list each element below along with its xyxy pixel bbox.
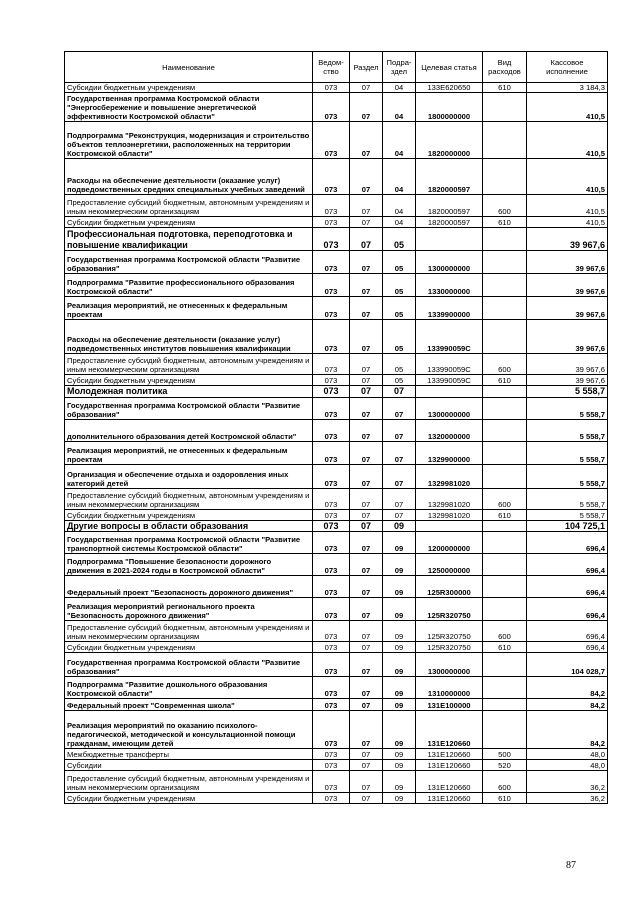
cell-razdel: 07 (350, 464, 383, 488)
cell-target-article: 1329981020 (416, 509, 483, 520)
cell-podrazdel: 07 (383, 386, 416, 398)
cell-podrazdel: 09 (383, 621, 416, 642)
cell-name: Реализация мероприятий, не отнесенных к федеральным проектам (65, 297, 313, 320)
cell-podrazdel: 09 (383, 642, 416, 653)
cell-expense-type (483, 93, 527, 122)
cell-cash-execution: 3 184,3 (527, 83, 608, 93)
cell-name: Расходы на обеспечение деятельности (оказание услуг) подведомственных средних специальных учебных заведений (65, 159, 313, 195)
table-row (65, 251, 608, 274)
cell-expense-type: 600 (483, 621, 527, 642)
cell-razdel: 07 (350, 749, 383, 760)
cell-razdel: 07 (350, 228, 383, 251)
cell-razdel: 07 (350, 320, 383, 354)
table-row (65, 771, 608, 793)
cell-target-article: 1320000000 (416, 419, 483, 441)
cell-razdel: 07 (350, 386, 383, 398)
cell-expense-type (483, 122, 527, 159)
cell-cash-execution: 410,5 (527, 122, 608, 159)
cell-vedomstvo: 073 (313, 554, 350, 576)
cell-vedomstvo: 073 (313, 251, 350, 274)
col-header-target-article: Целевая статья (416, 52, 483, 83)
cell-name: Организация и обеспечение отдыха и оздоровления иных категорий детей (65, 464, 313, 488)
cell-cash-execution: 410,5 (527, 159, 608, 195)
col-header-razdel: Раздел (350, 52, 383, 83)
col-header-expense-type: Вид расходов (483, 52, 527, 83)
cell-expense-type (483, 598, 527, 621)
cell-name: Межбюджетные трансферты (65, 749, 313, 760)
cell-vedomstvo: 073 (313, 375, 350, 386)
cell-cash-execution: 39 967,6 (527, 274, 608, 297)
cell-podrazdel: 07 (383, 488, 416, 509)
table-row (65, 554, 608, 576)
cell-razdel: 07 (350, 677, 383, 699)
cell-cash-execution: 39 967,6 (527, 297, 608, 320)
cell-name: Государственная программа Костромской области "Развитие образования" (65, 251, 313, 274)
cell-name: Подпрограмма "Повышение безопасности дорожного движения в 2021-2024 годы в Костромской области" (65, 554, 313, 576)
cell-expense-type: 600 (483, 488, 527, 509)
cell-expense-type: 610 (483, 83, 527, 93)
cell-target-article: 133E620650 (416, 83, 483, 93)
table-row (65, 793, 608, 804)
cell-target-article: 1330000000 (416, 274, 483, 297)
cell-podrazdel: 09 (383, 520, 416, 532)
table-row (65, 598, 608, 621)
cell-target-article: 131E120660 (416, 749, 483, 760)
cell-vedomstvo: 073 (313, 771, 350, 793)
cell-target-article: 1200000000 (416, 532, 483, 554)
cell-podrazdel: 07 (383, 419, 416, 441)
cell-target-article: 133990059С (416, 375, 483, 386)
cell-cash-execution: 84,2 (527, 677, 608, 699)
cell-cash-execution: 5 558,7 (527, 441, 608, 464)
cell-expense-type: 500 (483, 749, 527, 760)
table-row (65, 195, 608, 217)
table-row (65, 274, 608, 297)
cell-target-article: 1820000000 (416, 122, 483, 159)
budget-table-sheet (64, 51, 607, 804)
cell-name: Предоставление субсидий бюджетным, автономным учреждениям и иным некоммерческим организациям (65, 771, 313, 793)
cell-vedomstvo: 073 (313, 749, 350, 760)
cell-razdel: 07 (350, 375, 383, 386)
cell-expense-type (483, 297, 527, 320)
cell-target-article: 1329900000 (416, 441, 483, 464)
cell-razdel: 07 (350, 793, 383, 804)
cell-vedomstvo: 073 (313, 320, 350, 354)
cell-name: Субсидии бюджетным учреждениям (65, 375, 313, 386)
cell-cash-execution: 48,0 (527, 749, 608, 760)
cell-name: Государственная программа Костромской области "Развитие образования" (65, 653, 313, 677)
cell-podrazdel: 09 (383, 749, 416, 760)
cell-cash-execution: 39 967,6 (527, 228, 608, 251)
cell-razdel: 07 (350, 760, 383, 771)
cell-expense-type (483, 677, 527, 699)
cell-name: Субсидии бюджетным учреждениям (65, 793, 313, 804)
cell-razdel: 07 (350, 653, 383, 677)
cell-razdel: 07 (350, 217, 383, 228)
cell-target-article: 125R320750 (416, 621, 483, 642)
cell-expense-type: 610 (483, 642, 527, 653)
cell-target-article: 1300000000 (416, 653, 483, 677)
cell-podrazdel: 07 (383, 397, 416, 419)
cell-name: Подпрограмма "Развитие профессионального образования Костромской области" (65, 274, 313, 297)
cell-target-article: 131E120660 (416, 771, 483, 793)
cell-name: Субсидии бюджетным учреждениям (65, 642, 313, 653)
cell-expense-type (483, 576, 527, 598)
cell-podrazdel: 05 (383, 297, 416, 320)
cell-vedomstvo: 073 (313, 711, 350, 749)
table-row (65, 297, 608, 320)
cell-vedomstvo: 073 (313, 598, 350, 621)
cell-podrazdel: 05 (383, 354, 416, 375)
cell-razdel: 07 (350, 354, 383, 375)
cell-vedomstvo: 073 (313, 464, 350, 488)
table-row (65, 749, 608, 760)
cell-vedomstvo: 073 (313, 83, 350, 93)
cell-expense-type: 610 (483, 375, 527, 386)
cell-expense-type (483, 419, 527, 441)
cell-target-article (416, 520, 483, 532)
cell-expense-type (483, 699, 527, 711)
cell-vedomstvo: 073 (313, 576, 350, 598)
cell-cash-execution: 410,5 (527, 93, 608, 122)
cell-cash-execution: 84,2 (527, 711, 608, 749)
table-row (65, 642, 608, 653)
table-row (65, 397, 608, 419)
table-row (65, 760, 608, 771)
table-row (65, 653, 608, 677)
cell-razdel: 07 (350, 419, 383, 441)
cell-podrazdel: 05 (383, 251, 416, 274)
cell-target-article: 125R320750 (416, 598, 483, 621)
cell-vedomstvo: 073 (313, 653, 350, 677)
cell-expense-type (483, 554, 527, 576)
cell-target-article: 133990059С (416, 354, 483, 375)
table-row (65, 354, 608, 375)
cell-cash-execution: 104 028,7 (527, 653, 608, 677)
cell-cash-execution: 696,4 (527, 598, 608, 621)
cell-expense-type (483, 159, 527, 195)
cell-name: Субсидии бюджетным учреждениям (65, 217, 313, 228)
cell-expense-type (483, 386, 527, 398)
cell-podrazdel: 09 (383, 576, 416, 598)
table-row (65, 122, 608, 159)
cell-expense-type (483, 228, 527, 251)
cell-target-article: 1800000000 (416, 93, 483, 122)
cell-vedomstvo: 073 (313, 793, 350, 804)
cell-target-article (416, 386, 483, 398)
cell-name: Молодежная политика (65, 386, 313, 398)
cell-razdel: 07 (350, 93, 383, 122)
cell-podrazdel: 09 (383, 598, 416, 621)
cell-vedomstvo: 073 (313, 195, 350, 217)
cell-expense-type: 520 (483, 760, 527, 771)
cell-name: Субсидии (65, 760, 313, 771)
cell-name: Реализация мероприятий по оказанию психолого-педагогической, методической и консультационной помощи гражданам, имеющим детей (65, 711, 313, 749)
cell-vedomstvo: 073 (313, 159, 350, 195)
cell-cash-execution: 39 967,6 (527, 354, 608, 375)
cell-target-article: 1310000000 (416, 677, 483, 699)
cell-podrazdel: 05 (383, 375, 416, 386)
page-number: 87 (566, 860, 576, 871)
cell-razdel: 07 (350, 397, 383, 419)
cell-razdel: 07 (350, 122, 383, 159)
cell-expense-type (483, 520, 527, 532)
cell-name: Расходы на обеспечение деятельности (оказание услуг) подведомственных институтов повышения квалификации (65, 320, 313, 354)
cell-expense-type: 600 (483, 195, 527, 217)
cell-vedomstvo: 073 (313, 642, 350, 653)
cell-vedomstvo: 073 (313, 509, 350, 520)
cell-target-article: 131E120660 (416, 711, 483, 749)
cell-target-article: 1329981020 (416, 464, 483, 488)
cell-vedomstvo: 073 (313, 397, 350, 419)
cell-vedomstvo: 073 (313, 354, 350, 375)
cell-cash-execution: 5 558,7 (527, 419, 608, 441)
table-row (65, 488, 608, 509)
cell-expense-type (483, 320, 527, 354)
cell-expense-type (483, 653, 527, 677)
cell-cash-execution: 36,2 (527, 793, 608, 804)
table-row (65, 576, 608, 598)
table-row (65, 520, 608, 532)
cell-razdel: 07 (350, 274, 383, 297)
cell-razdel: 07 (350, 532, 383, 554)
cell-vedomstvo: 073 (313, 699, 350, 711)
cell-vedomstvo: 073 (313, 297, 350, 320)
cell-expense-type (483, 274, 527, 297)
cell-target-article: 1300000000 (416, 397, 483, 419)
cell-vedomstvo: 073 (313, 488, 350, 509)
table-row (65, 699, 608, 711)
cell-cash-execution: 696,4 (527, 576, 608, 598)
cell-razdel: 07 (350, 598, 383, 621)
cell-razdel: 07 (350, 509, 383, 520)
col-header-podrazdel: Подра-здел (383, 52, 416, 83)
cell-cash-execution: 104 725,1 (527, 520, 608, 532)
cell-podrazdel: 05 (383, 320, 416, 354)
cell-podrazdel: 07 (383, 464, 416, 488)
cell-vedomstvo: 073 (313, 532, 350, 554)
cell-name: Государственная программа Костромской области "Развитие транспортной системы Костромской области" (65, 532, 313, 554)
cell-podrazdel: 04 (383, 159, 416, 195)
cell-cash-execution: 696,4 (527, 554, 608, 576)
cell-podrazdel: 09 (383, 677, 416, 699)
cell-podrazdel: 09 (383, 711, 416, 749)
cell-vedomstvo: 073 (313, 760, 350, 771)
cell-podrazdel: 09 (383, 699, 416, 711)
table-row (65, 93, 608, 122)
col-header-vedomstvo: Ведом-ство (313, 52, 350, 83)
cell-name: Подпрограмма "Реконструкция, модернизация и строительство объектов теплоэнергетики, расположенных на территории Костромской области" (65, 122, 313, 159)
cell-expense-type (483, 711, 527, 749)
cell-podrazdel: 09 (383, 793, 416, 804)
cell-expense-type: 610 (483, 217, 527, 228)
table-row (65, 621, 608, 642)
cell-vedomstvo: 073 (313, 520, 350, 532)
cell-cash-execution: 696,4 (527, 642, 608, 653)
cell-target-article: 131E100000 (416, 699, 483, 711)
cell-target-article: 125R300000 (416, 576, 483, 598)
cell-name: Реализация мероприятий регионального проекта "Безопасность дорожного движения" (65, 598, 313, 621)
cell-cash-execution: 84,2 (527, 699, 608, 711)
table-row (65, 419, 608, 441)
cell-razdel: 07 (350, 488, 383, 509)
cell-vedomstvo: 073 (313, 228, 350, 251)
cell-target-article: 1250000000 (416, 554, 483, 576)
cell-razdel: 07 (350, 520, 383, 532)
cell-vedomstvo: 073 (313, 386, 350, 398)
table-row (65, 375, 608, 386)
cell-razdel: 07 (350, 699, 383, 711)
table-body (65, 83, 608, 804)
cell-vedomstvo: 073 (313, 217, 350, 228)
cell-name: Реализация мероприятий, не отнесенных к федеральным проектам (65, 441, 313, 464)
cell-cash-execution: 5 558,7 (527, 509, 608, 520)
cell-cash-execution: 696,4 (527, 532, 608, 554)
cell-cash-execution: 39 967,6 (527, 375, 608, 386)
cell-razdel: 07 (350, 576, 383, 598)
budget-table (64, 51, 608, 804)
cell-name: Федеральный проект "Безопасность дорожного движения" (65, 576, 313, 598)
cell-expense-type: 610 (483, 509, 527, 520)
cell-name: Субсидии бюджетным учреждениям (65, 509, 313, 520)
cell-target-article: 131E120660 (416, 760, 483, 771)
table-row (65, 159, 608, 195)
cell-podrazdel: 07 (383, 441, 416, 464)
cell-target-article: 1820000597 (416, 195, 483, 217)
cell-podrazdel: 04 (383, 195, 416, 217)
cell-vedomstvo: 073 (313, 677, 350, 699)
cell-name: Предоставление субсидий бюджетным, автономным учреждениям и иным некоммерческим организациям (65, 488, 313, 509)
cell-podrazdel: 04 (383, 217, 416, 228)
table-header-row (65, 52, 608, 83)
table-row (65, 320, 608, 354)
cell-podrazdel: 04 (383, 93, 416, 122)
table-row (65, 228, 608, 251)
cell-name: Субсидии бюджетным учреждениям (65, 83, 313, 93)
cell-podrazdel: 04 (383, 83, 416, 93)
cell-razdel: 07 (350, 771, 383, 793)
cell-target-article: 1820000597 (416, 159, 483, 195)
cell-cash-execution: 39 967,6 (527, 320, 608, 354)
cell-podrazdel: 05 (383, 228, 416, 251)
cell-expense-type (483, 532, 527, 554)
cell-cash-execution: 5 558,7 (527, 386, 608, 398)
table-row (65, 217, 608, 228)
cell-name: Предоставление субсидий бюджетным, автономным учреждениям и иным некоммерческим организациям (65, 354, 313, 375)
cell-expense-type (483, 464, 527, 488)
cell-target-article: 133990059С (416, 320, 483, 354)
table-row (65, 532, 608, 554)
cell-razdel: 07 (350, 711, 383, 749)
cell-name: дополнительного образования детей Костромской области" (65, 419, 313, 441)
cell-expense-type: 600 (483, 771, 527, 793)
cell-razdel: 07 (350, 554, 383, 576)
cell-podrazdel: 05 (383, 274, 416, 297)
cell-target-article: 125R320750 (416, 642, 483, 653)
cell-cash-execution: 410,5 (527, 217, 608, 228)
cell-cash-execution: 39 967,6 (527, 251, 608, 274)
cell-vedomstvo: 073 (313, 441, 350, 464)
cell-name: Государственная программа Костромской области "Энергосбережение и повышение энергетической эффективности Костромской области" (65, 93, 313, 122)
cell-name: Предоставление субсидий бюджетным, автономным учреждениям и иным некоммерческим организациям (65, 621, 313, 642)
cell-name: Предоставление субсидий бюджетным, автономным учреждениям и иным некоммерческим организациям (65, 195, 313, 217)
cell-target-article: 131E120660 (416, 793, 483, 804)
col-header-cash-execution: Кассовое исполнение (527, 52, 608, 83)
table-row (65, 386, 608, 398)
cell-podrazdel: 09 (383, 554, 416, 576)
cell-podrazdel: 07 (383, 509, 416, 520)
table-row (65, 441, 608, 464)
table-row (65, 711, 608, 749)
cell-cash-execution: 5 558,7 (527, 397, 608, 419)
cell-razdel: 07 (350, 642, 383, 653)
cell-expense-type (483, 397, 527, 419)
cell-podrazdel: 09 (383, 532, 416, 554)
cell-cash-execution: 696,4 (527, 621, 608, 642)
cell-podrazdel: 09 (383, 760, 416, 771)
table-row (65, 83, 608, 93)
cell-name: Профессиональная подготовка, переподготовка и повышение квалификации (65, 228, 313, 251)
table-row (65, 677, 608, 699)
cell-podrazdel: 09 (383, 653, 416, 677)
cell-razdel: 07 (350, 441, 383, 464)
cell-vedomstvo: 073 (313, 93, 350, 122)
cell-expense-type (483, 441, 527, 464)
cell-target-article: 1339900000 (416, 297, 483, 320)
cell-cash-execution: 36,2 (527, 771, 608, 793)
cell-vedomstvo: 073 (313, 122, 350, 159)
cell-target-article: 1300000000 (416, 251, 483, 274)
cell-podrazdel: 04 (383, 122, 416, 159)
cell-target-article: 1329981020 (416, 488, 483, 509)
cell-name: Подпрограмма "Развитие дошкольного образования Костромской области" (65, 677, 313, 699)
table-row (65, 509, 608, 520)
cell-cash-execution: 5 558,7 (527, 488, 608, 509)
cell-razdel: 07 (350, 83, 383, 93)
cell-vedomstvo: 073 (313, 419, 350, 441)
cell-razdel: 07 (350, 195, 383, 217)
cell-razdel: 07 (350, 297, 383, 320)
cell-target-article (416, 228, 483, 251)
cell-name: Федеральный проект "Современная школа" (65, 699, 313, 711)
cell-expense-type: 610 (483, 793, 527, 804)
cell-cash-execution: 410,5 (527, 195, 608, 217)
cell-expense-type (483, 251, 527, 274)
cell-razdel: 07 (350, 251, 383, 274)
table-row (65, 464, 608, 488)
cell-cash-execution: 48,0 (527, 760, 608, 771)
cell-target-article: 1820000597 (416, 217, 483, 228)
cell-name: Другие вопросы в области образования (65, 520, 313, 532)
cell-vedomstvo: 073 (313, 621, 350, 642)
cell-podrazdel: 09 (383, 771, 416, 793)
cell-name: Государственная программа Костромской области "Развитие образования" (65, 397, 313, 419)
cell-razdel: 07 (350, 159, 383, 195)
cell-razdel: 07 (350, 621, 383, 642)
cell-vedomstvo: 073 (313, 274, 350, 297)
col-header-name: Наименование (65, 52, 313, 83)
cell-expense-type: 600 (483, 354, 527, 375)
cell-cash-execution: 5 558,7 (527, 464, 608, 488)
